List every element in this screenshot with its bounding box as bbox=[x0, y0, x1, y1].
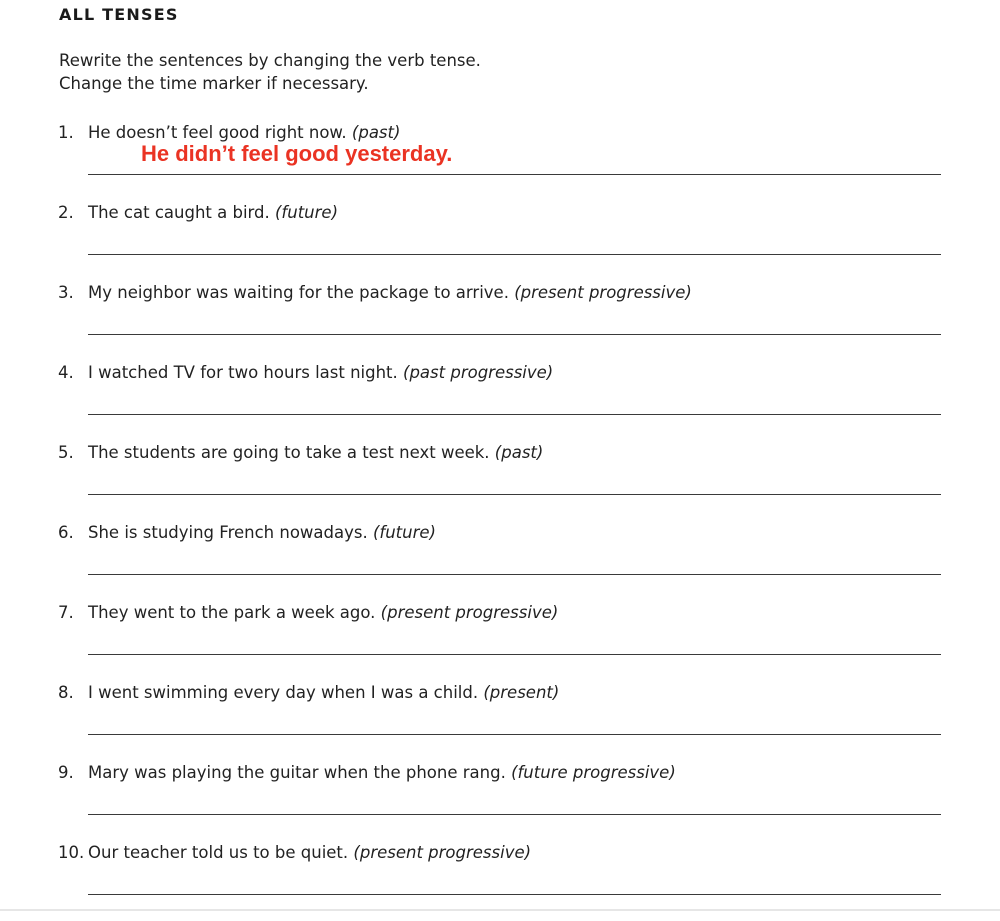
item-sentence bbox=[88, 281, 692, 305]
sentence-text: Mary was playing the guitar when the phone rang. bbox=[88, 763, 506, 782]
item-sentence bbox=[88, 601, 558, 625]
item-sentence bbox=[88, 361, 553, 385]
answer-line[interactable] bbox=[88, 334, 941, 335]
exercise-item-7 bbox=[0, 601, 1000, 681]
instruction-line-2: Change the time marker if necessary. bbox=[59, 74, 369, 93]
target-tense: (present progressive) bbox=[380, 603, 559, 622]
exercise-item-6 bbox=[0, 521, 1000, 601]
item-sentence bbox=[88, 521, 436, 545]
exercise-item-4 bbox=[0, 361, 1000, 441]
instruction-line-1: Rewrite the sentences by changing the verb tense. bbox=[59, 51, 481, 70]
instructions bbox=[59, 49, 481, 95]
exercise-item-3 bbox=[0, 281, 1000, 361]
item-number: 2. bbox=[58, 203, 74, 222]
item-number: 8. bbox=[58, 683, 74, 702]
item-number: 1. bbox=[58, 123, 74, 142]
item-number: 10. bbox=[58, 843, 85, 862]
answer-line[interactable] bbox=[88, 494, 941, 495]
target-tense: (future progressive) bbox=[511, 763, 676, 782]
sentence-text: The students are going to take a test next week. bbox=[88, 443, 490, 462]
item-number: 6. bbox=[58, 523, 74, 542]
item-sentence bbox=[88, 681, 559, 705]
answer-line[interactable] bbox=[88, 254, 941, 255]
sentence-text: I watched TV for two hours last night. bbox=[88, 363, 398, 382]
target-tense: (past) bbox=[494, 443, 544, 462]
item-sentence bbox=[88, 761, 676, 785]
sentence-text: Our teacher told us to be quiet. bbox=[88, 843, 349, 862]
exercise-item-8 bbox=[0, 681, 1000, 761]
answer-line[interactable] bbox=[88, 734, 941, 735]
sentence-text: The cat caught a bird. bbox=[88, 203, 270, 222]
answer-line[interactable] bbox=[88, 174, 941, 175]
sentence-text: My neighbor was waiting for the package to arrive. bbox=[88, 283, 509, 302]
answer-text[interactable]: He didn’t feel good yesterday. bbox=[141, 141, 453, 166]
target-tense: (future) bbox=[372, 523, 436, 542]
item-number: 5. bbox=[58, 443, 74, 462]
target-tense: (past progressive) bbox=[403, 363, 554, 382]
item-number: 3. bbox=[58, 283, 74, 302]
exercise-item-9 bbox=[0, 761, 1000, 841]
target-tense: (present progressive) bbox=[514, 283, 692, 302]
item-sentence bbox=[88, 201, 338, 225]
item-number: 7. bbox=[58, 603, 74, 622]
target-tense: (past) bbox=[351, 123, 401, 142]
target-tense: (present) bbox=[483, 683, 560, 702]
exercise-item-5 bbox=[0, 441, 1000, 521]
item-number: 9. bbox=[58, 763, 74, 782]
sentence-text: They went to the park a week ago. bbox=[88, 603, 376, 622]
exercise-item-1 bbox=[0, 121, 1000, 201]
answer-line[interactable] bbox=[88, 894, 941, 895]
target-tense: (future) bbox=[275, 203, 339, 222]
item-sentence bbox=[88, 841, 531, 865]
answer-line[interactable] bbox=[88, 414, 941, 415]
sentence-text: She is studying French nowadays. bbox=[88, 523, 368, 542]
answer-line[interactable] bbox=[88, 574, 941, 575]
item-sentence bbox=[88, 441, 543, 465]
sentence-text: I went swimming every day when I was a child. bbox=[88, 683, 479, 702]
worksheet-title: ALL TENSES bbox=[59, 5, 179, 24]
exercise-item-2 bbox=[0, 201, 1000, 281]
target-tense: (present progressive) bbox=[353, 843, 532, 862]
answer-line[interactable] bbox=[88, 814, 941, 815]
item-number: 4. bbox=[58, 363, 74, 382]
answer-line[interactable] bbox=[88, 654, 941, 655]
sentence-text: He doesn’t feel good right now. bbox=[88, 123, 347, 142]
